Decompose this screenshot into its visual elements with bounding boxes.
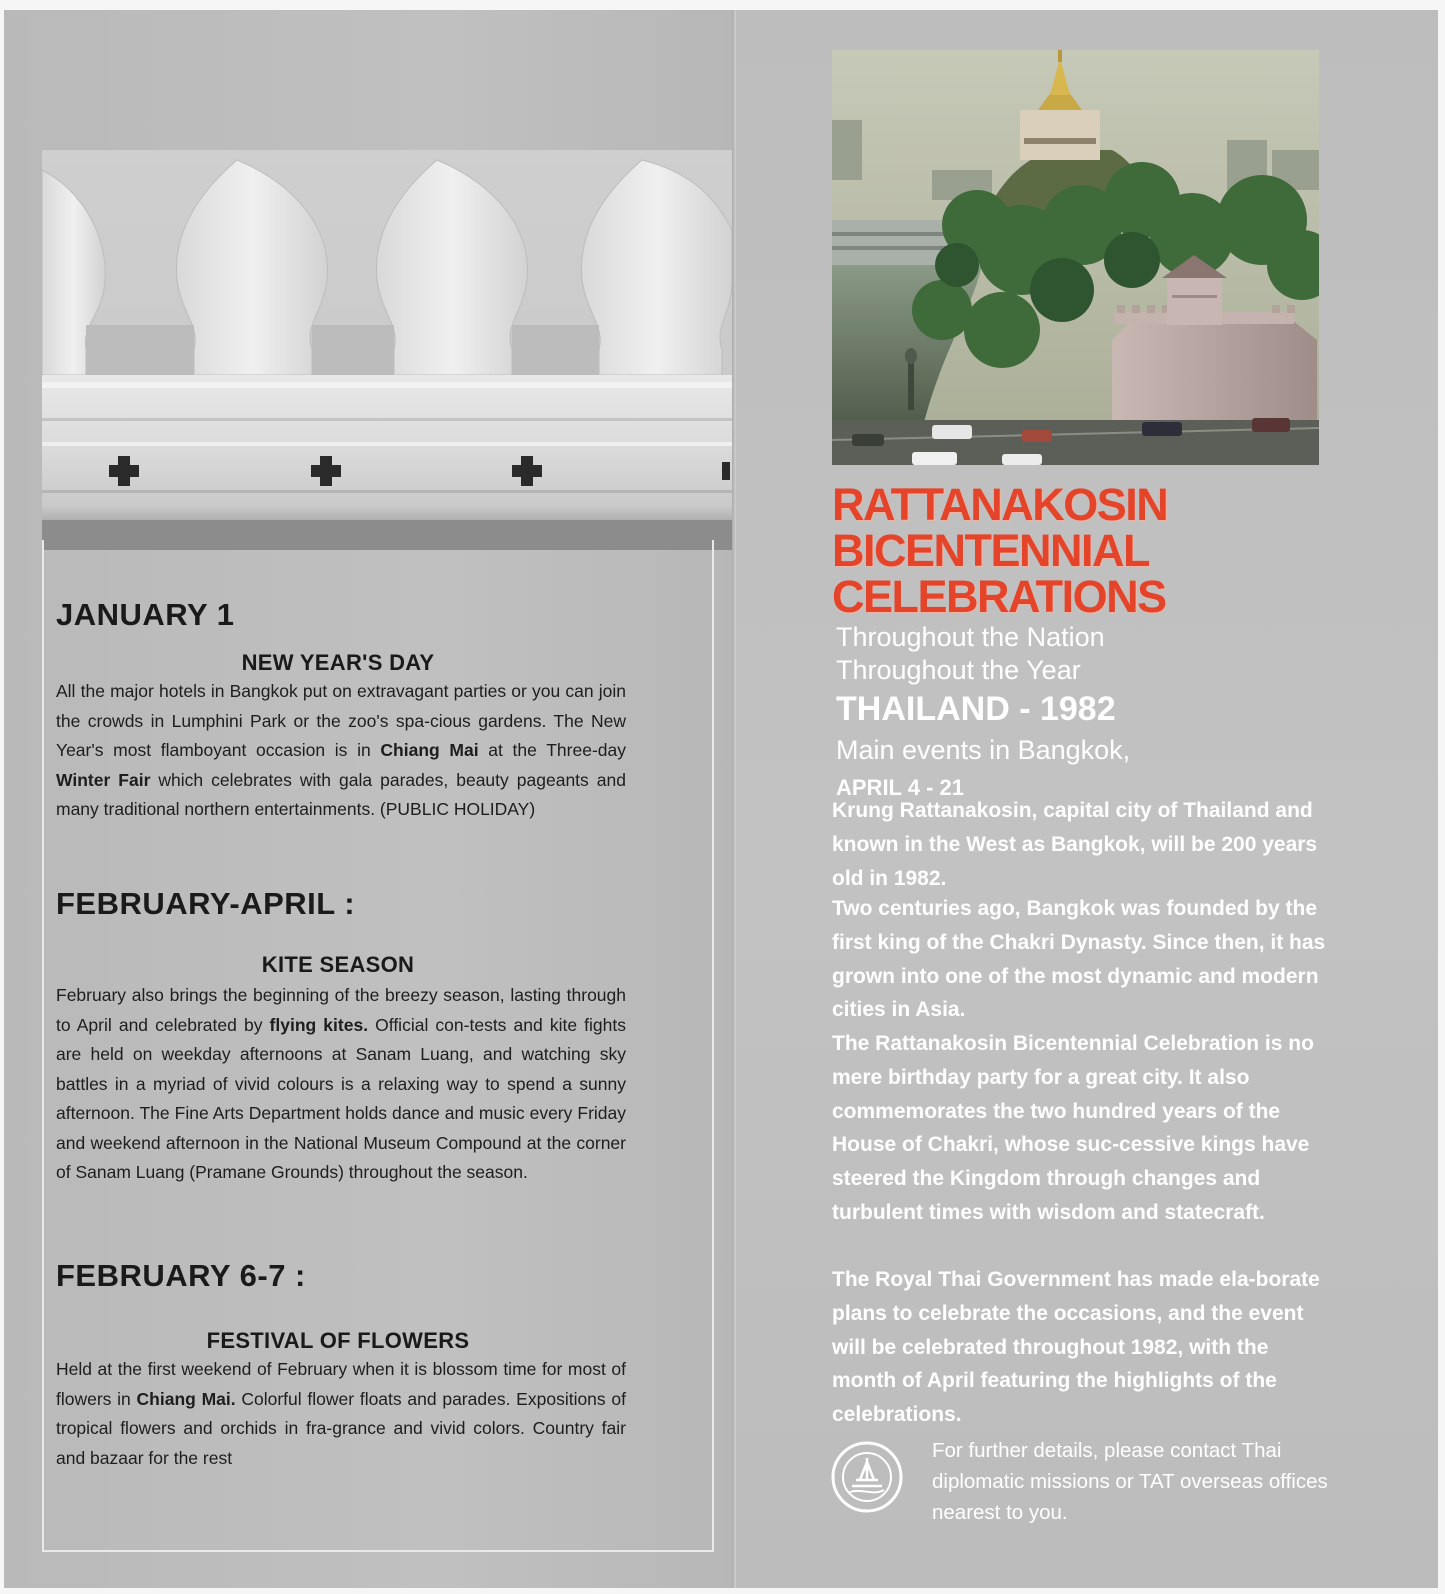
paragraph-capital: Krung Rattanakosin, capital city of Thailand and known in the West as Bangkok, will be 200 years old in 1982. [832, 799, 1318, 890]
event-dates: APRIL 4 - 21 [836, 775, 964, 800]
paragraph-history: Two centuries ago, Bangkok was founded by the first king of the Chakri Dynasty. Since then, it has grown into one of the most dynamic and modern cities in Asia. [832, 897, 1326, 1022]
section-event-kite-season: KITE SEASON [261, 952, 415, 977]
subtitle-nation: Throughout the Nation [836, 622, 1105, 652]
section-date-february-april: FEBRUARY-APRIL : [56, 886, 356, 921]
section-event-new-years-day: NEW YEAR'S DAY [241, 650, 435, 675]
bangkok-fort-temple-photo [832, 50, 1319, 465]
title-line-3: CELEBRATIONS [832, 571, 1166, 622]
title-line-2: BICENTENNIAL [832, 525, 1149, 576]
section-event-festival-of-flowers: FESTIVAL OF FLOWERS [206, 1328, 470, 1353]
left-panel [4, 10, 734, 1588]
balustrade-photo [42, 150, 732, 550]
section-text-festival-of-flowers: Held at the first weekend of February when it is blossom time for most of flowers in Chiang Mai. Colorful flower floats and parades. Expositions of tropical flowers and orchids in fra-grance and vivid colors. Country fair and bazaar for the rest [56, 1359, 627, 1468]
title-line-1: RATTANAKOSIN [832, 479, 1168, 530]
section-text-new-years-day: All the major hotels in Bangkok put on extravagant parties or you can join the crowds in Lumphini Park or the zoo's spa-cious gardens. The New Year's most flamboyant occasion is in Chiang Mai at the Three-day Winter Fair which celebrates with gala parades, beauty pageants and many traditional northern entertainments. (PUBLIC HOLIDAY) [56, 681, 626, 819]
subtitle-year: Throughout the Year [836, 655, 1081, 685]
paragraph-celebration: The Rattanakosin Bicentennial Celebration is no mere birthday party for a great city. It also commemorates the two hundred years of the House of Chakri, whose suc-cessive kings have steered the Kingdom through changes and turbulent times with wisdom and statecraft. [832, 1032, 1314, 1224]
tat-seal-logo [830, 1440, 904, 1514]
section-text-kite-season: February also brings the beginning of the breezy season, lasting through to April and celebrated by flying kites. Official con-tests and kite fights are held on weekday afternoons at Sanam Luang, and watching sky battles in a myriad of vivid colours is a relaxing way to spend a sunny afternoon. The Fine Arts Department holds dance and music every Friday and weekend afternoon in the National Museum Compound at the corner of Sanam Luang (Pramane Grounds) throughout the season. [56, 985, 626, 1182]
paragraph-government: The Royal Thai Government has made ela-borate plans to celebrate the occasions, and the event will be celebrated throughout 1982, with the month of April featuring the highlights of the celebrations. [832, 1268, 1320, 1427]
main-title [832, 479, 1168, 622]
main-events-label: Main events in Bangkok, [836, 735, 1131, 765]
right-panel [736, 10, 1438, 1588]
section-date-january: JANUARY 1 [56, 597, 235, 632]
country-year: THAILAND - 1982 [836, 690, 1116, 728]
brochure [4, 10, 1438, 1588]
section-date-february-6-7: FEBRUARY 6-7 : [56, 1258, 306, 1293]
contact-info: For further details, please contact Thai diplomatic missions or TAT overseas offices nearest to you. [932, 1439, 1328, 1524]
